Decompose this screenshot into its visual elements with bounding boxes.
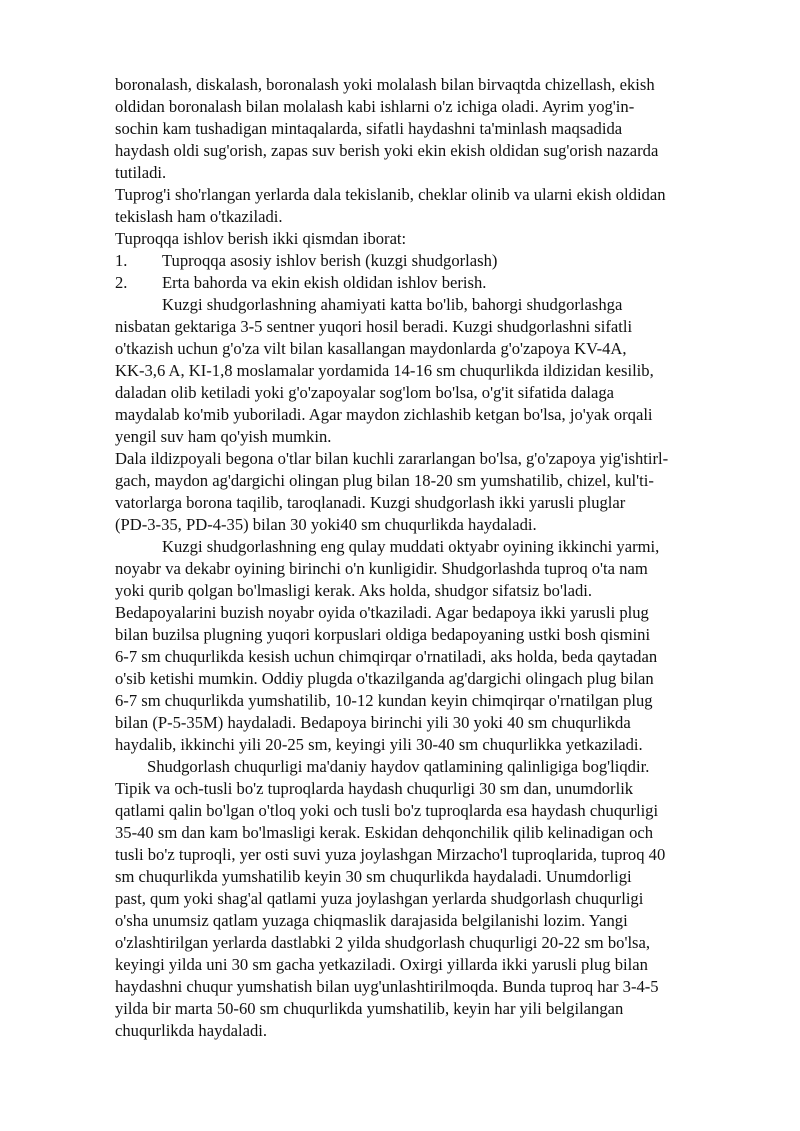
text-line: yilda bir marta 50-60 sm chuqurlikda yumshatilib, keyin har yili belgilangan	[115, 999, 624, 1018]
text-line: o'zlashtirilgan yerlarda dastlabki 2 yilda shudgorlash chuqurligi 20-22 sm bo'lsa,	[115, 933, 651, 952]
paragraph	[115, 448, 747, 536]
paragraph	[115, 74, 747, 184]
list-text: Erta bahorda va ekin ekish oldidan ishlov berish.	[162, 273, 487, 292]
text-line: sm chuqurlikda yumshatilib keyin 30 sm chuqurlikda haydaladi. Unumdorligi	[115, 867, 632, 886]
document-page	[115, 74, 747, 1042]
text-line: Tipik va och-tusli bo'z tuproqlarda haydash chuqurligi 30 sm dan, unumdorlik	[115, 779, 634, 798]
text-line: gach, maydon ag'dargichi olingan plug bilan 18-20 sm yumshatilib, chizel, kul'ti-	[115, 471, 654, 490]
text-line: chuqurlikda haydaladi.	[115, 1021, 268, 1040]
text-line: haydashni chuqur yumshatish bilan uyg'unlashtirilmoqda. Bunda tuproq har 3-4-5	[115, 977, 659, 996]
text-line: o'tkazish uchun g'o'za vilt bilan kasallangan maydonlarda g'o'zapoya KV-4A,	[115, 339, 627, 358]
text-line: (PD-3-35, PD-4-35) bilan 30 yoki40 sm chuqurlikda haydaladi.	[115, 515, 537, 534]
paragraph	[115, 294, 747, 448]
text-line: KK-3,6 A, KI-1,8 moslamalar yordamida 14-16 sm chuqurlikda ildizidan kesilib,	[115, 361, 654, 380]
list-number: 1.	[115, 251, 128, 270]
text-line: qatlami qalin bo'lgan o'tloq yoki och tusli bo'z tuproqlarda esa haydash chuqurligi	[115, 801, 659, 820]
paragraph	[115, 184, 747, 228]
text-line: o'sha unumsiz qatlam yuzaga chiqmaslik darajasida belgilanishi lozim. Yangi	[115, 911, 628, 930]
text-line: noyabr va dekabr oyining birinchi o'n kunligidir. Shudgorlashda tuproq o'ta nam	[115, 559, 648, 578]
text-line: maydalab ko'mib yuboriladi. Agar maydon zichlashib ketgan bo'lsa, jo'yak orqali	[115, 405, 653, 424]
text-line: yoki qurib qolgan bo'lmasligi kerak. Aks holda, shudgor sifatsiz bo'ladi.	[115, 581, 592, 600]
text-line: Dala ildizpoyali begona o'tlar bilan kuchli zararlangan bo'lsa, g'o'zapoya yig'ishtirl-	[115, 449, 669, 468]
text-line: past, qum yoki shag'al qatlami yuza joylashgan yerlarda shudgorlash chuqurligi	[115, 889, 644, 908]
text-line: bilan buzilsa plugning yuqori korpuslari oldiga bedapoyaning ustki bosh qismini	[115, 625, 651, 644]
text-line: tutiladi.	[115, 163, 167, 182]
paragraph	[115, 756, 747, 778]
text-line: Kuzgi shudgorlashning eng qulay muddati oktyabr oyining ikkinchi yarmi,	[162, 537, 660, 556]
text-line: Bedapoyalarini buzish noyabr oyida o'tkaziladi. Agar bedapoya ikki yarusli plug	[115, 603, 649, 622]
text-line: haydash oldi sug'orish, zapas suv berish yoki ekin ekish oldidan sug'orish nazarda	[115, 141, 659, 160]
text-line: Shudgorlash chuqurligi ma'daniy haydov qatlamining qalinligiga bog'liqdir.	[147, 757, 650, 776]
text-line: yengil suv ham qo'yish mumkin.	[115, 427, 332, 446]
text-line: tekislash ham o'tkaziladi.	[115, 207, 283, 226]
text-line: Tuproqqa ishlov berish ikki qismdan iborat:	[115, 229, 407, 248]
paragraph	[115, 778, 747, 1042]
text-line: o'sib ketishi mumkin. Oddiy plugda o'tkazilganda ag'dargichi olingach plug bilan	[115, 669, 654, 688]
numbered-list	[115, 250, 747, 294]
paragraph	[115, 228, 747, 250]
text-line: Tuprog'i sho'rlangan yerlarda dala tekislanib, cheklar olinib va ularni ekish oldidan	[115, 185, 666, 204]
text-line: Kuzgi shudgorlashning ahamiyati katta bo'lib, bahorgi shudgorlashga	[162, 295, 623, 314]
text-line: boronalash, diskalash, boronalash yoki molalash bilan birvaqtda chizellash, ekish	[115, 75, 655, 94]
text-line: 35-40 sm dan kam bo'lmasligi kerak. Eskidan dehqonchilik qilib kelinadigan och	[115, 823, 654, 842]
list-item	[115, 250, 747, 272]
text-line: vatorlarga borona taqilib, taroqlanadi. Kuzgi shudgorlash ikki yarusli pluglar	[115, 493, 626, 512]
list-text: Tuproqqa asosiy ishlov berish (kuzgi shudgorlash)	[162, 251, 498, 270]
text-line: 6-7 sm chuqurlikda yumshatilib, 10-12 kundan keyin chimqirqar o'rnatilgan plug	[115, 691, 653, 710]
paragraph	[115, 536, 747, 756]
list-item	[115, 272, 747, 294]
text-line: daladan olib ketiladi yoki g'o'zapoyalar sog'lom bo'lsa, o'g'it sifatida dalaga	[115, 383, 615, 402]
text-line: 6-7 sm chuqurlikda kesish uchun chimqirqar o'rnatiladi, aks holda, beda qaytadan	[115, 647, 658, 666]
text-line: haydalib, ikkinchi yili 20-25 sm, keyingi yili 30-40 sm chuqurlikka yetkaziladi.	[115, 735, 643, 754]
text-line: tusli bo'z tuproqli, yer osti suvi yuza joylashgan Mirzacho'l tuproqlarida, tuproq 40	[115, 845, 666, 864]
text-line: oldidan boronalash bilan molalash kabi ishlarni o'z ichiga oladi. Ayrim yog'in-	[115, 97, 635, 116]
list-number: 2.	[115, 273, 128, 292]
text-line: nisbatan gektariga 3-5 sentner yuqori hosil beradi. Kuzgi shudgorlashni sifatli	[115, 317, 633, 336]
text-line: bilan (P-5-35M) haydaladi. Bedapoya birinchi yili 30 yoki 40 sm chuqurlikda	[115, 713, 631, 732]
text-line: sochin kam tushadigan mintaqalarda, sifatli haydashni ta'minlash maqsadida	[115, 119, 623, 138]
text-line: keyingi yilda uni 30 sm gacha yetkaziladi. Oxirgi yillarda ikki yarusli plug bilan	[115, 955, 648, 974]
